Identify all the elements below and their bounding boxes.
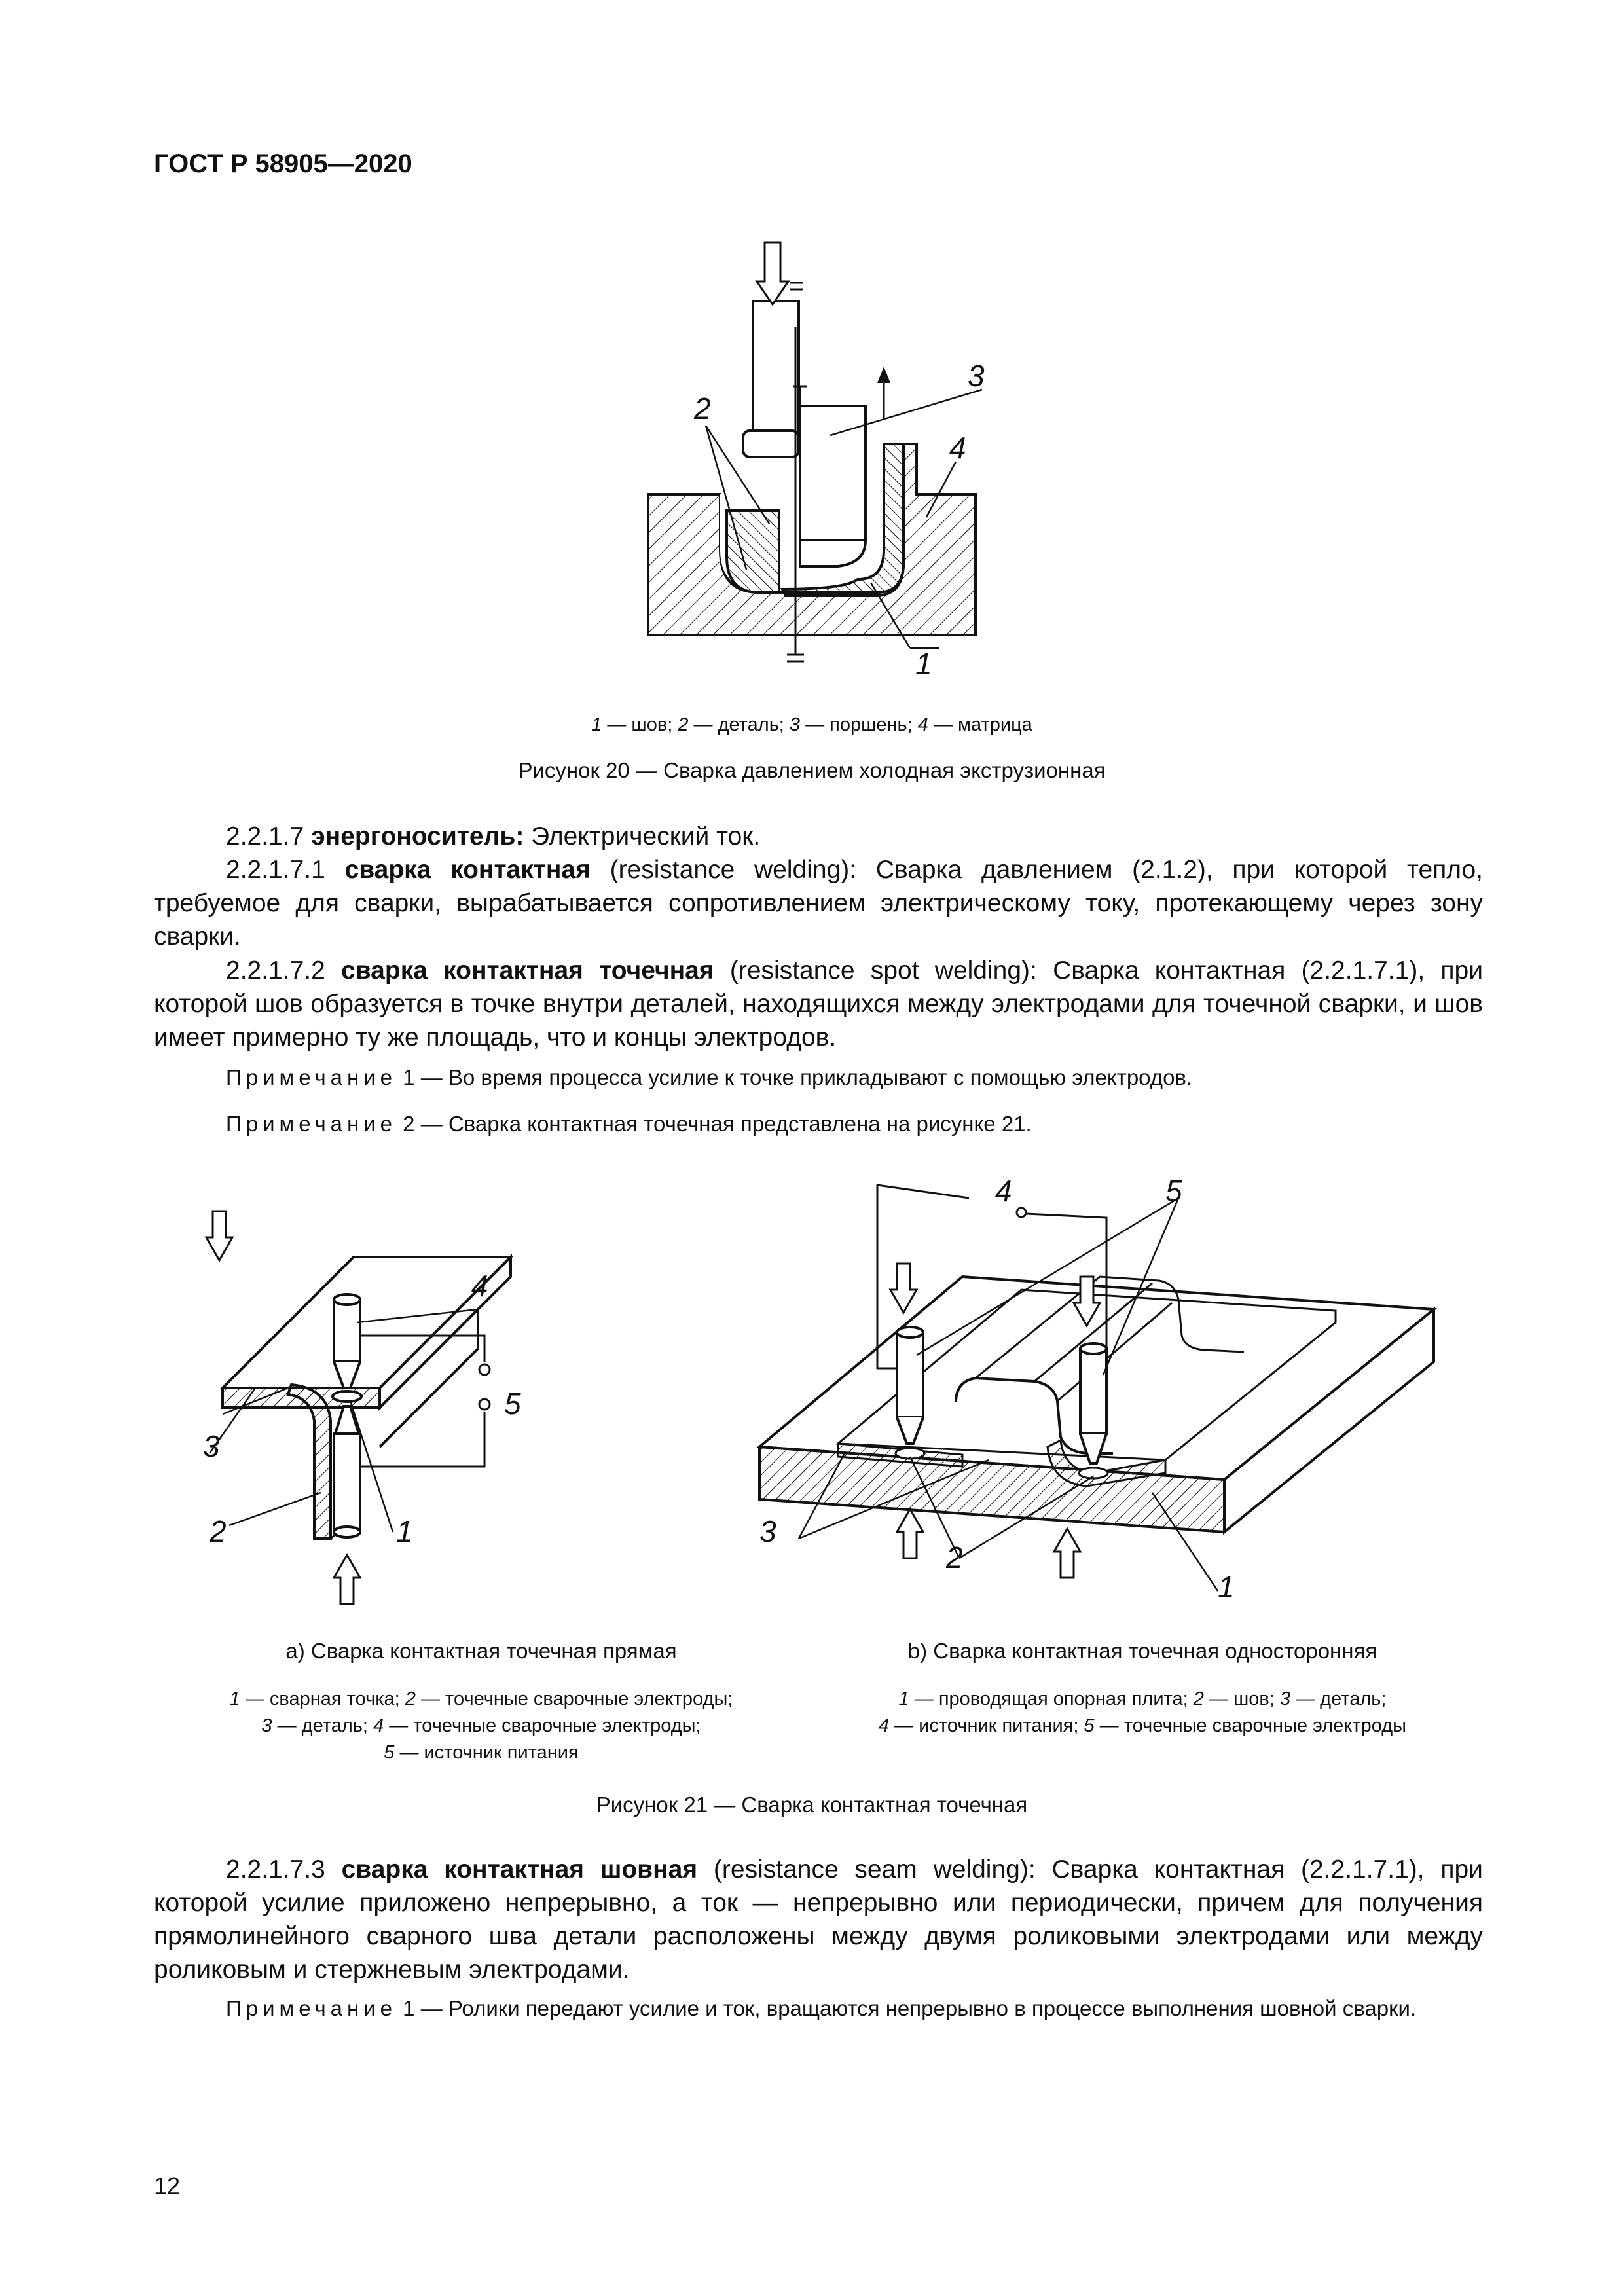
fig21a-label-4: 4 [471,1269,488,1303]
paragraph-2-2-1-7-1: 2.2.1.7.1 сварка контактная (resistance welding): Сварка давлением (2.1.2), при которой тепло, требуемое для сварки, вырабатывается сопротивлением электрическому току, протекающему через зону сварки. [154,856,1483,951]
note-3: Примечание 1 — Ролики передают усилие и ток, вращаются непрерывно в процессе выполнения шовной сварки. [226,1996,1417,2020]
fig20-label-2: 2 [694,392,711,426]
paragraph-2-2-1-7-3: 2.2.1.7.3 сварка контактная шовная (resistance seam welding): Сварка контактная (2.2.1.7.1), при которой усилие приложено непрерывно, а ток — непрерывно или периодически, причем для получения прямолинейного сварного шва детали расположены между двумя роликовыми электродами или между роликовым и стержневым электродами. [154,1855,1483,1984]
note-1: Примечание 1 — Во время процесса усилие к точке прикладывают с помощью электродов. [226,1065,1193,1089]
figure-21-caption: Рисунок 21 — Сварка контактная точечная [596,1793,1028,1817]
fig21a-label-2: 2 [210,1514,227,1548]
fig21b-label-3: 3 [759,1514,776,1548]
fig20-label-1: 1 [915,647,932,681]
page-number: 12 [154,2172,181,2199]
figure-21a-caption: а) Сварка контактная точечная прямая [285,1639,677,1663]
figure-21b-drawing [746,1165,1453,1624]
fig21b-label-5: 5 [1165,1174,1182,1208]
figure-21a-legend: 1 — сварная точка; 2 — точечные сварочные электроды; 3 — деталь; 4 — точечные сварочные электроды; 5 — источник питания [229,1688,733,1763]
fig21b-label-2: 2 [946,1540,963,1575]
fig21a-label-1: 1 [396,1514,413,1548]
figure-21b-legend: 1 — проводящая опорная плита; 2 — шов; 3 — деталь; 4 — источник питания; 5 — точечные сварочные электроды [878,1688,1406,1736]
fig21b-label-1: 1 [1218,1570,1235,1604]
figure-20-legend: 1 — шов; 2 — деталь; 3 — поршень; 4 — матрица [591,714,1032,735]
note-2: Примечание 2 — Сварка контактная точечная представлена на рисунке 21. [226,1112,1032,1136]
fig20-label-4: 4 [949,431,966,465]
fig21a-label-5: 5 [504,1387,521,1421]
fig21a-label-3: 3 [203,1429,220,1463]
figure-20-caption: Рисунок 20 — Сварка давлением холодная экструзионная [518,758,1106,782]
figure-21a-drawing [183,1198,615,1617]
paragraph-2-2-1-7: 2.2.1.7 энергоноситель: Электрический ток. [226,822,761,850]
figure-20-drawing [629,236,995,694]
figure-21b-caption: b) Сварка контактная точечная односторонняя [907,1639,1377,1663]
fig21b-label-4: 4 [995,1174,1012,1208]
fig20-label-3: 3 [968,359,985,393]
paragraph-2-2-1-7-2: 2.2.1.7.2 сварка контактная точечная (resistance spot welding): Сварка контактная (2.2.1.7.1), при которой шов образуется в точке внутри деталей, находящихся между электродами для точечной сварки, и шов имеет примерно ту же площадь, что и концы электродов. [154,957,1483,1051]
document-header: ГОСТ Р 58905—2020 [154,149,412,178]
